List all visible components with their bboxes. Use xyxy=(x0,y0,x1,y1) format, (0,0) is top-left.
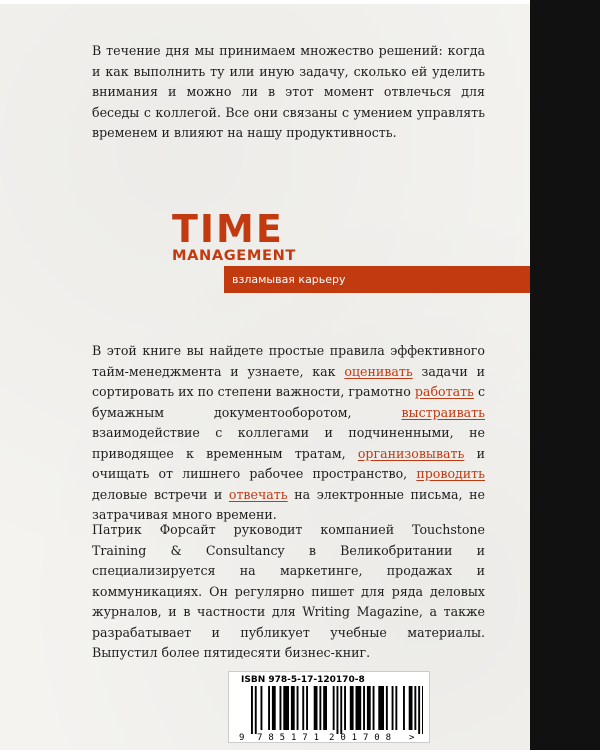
barcode-bar xyxy=(283,686,289,730)
barcode-bar xyxy=(395,686,397,730)
barcode-bar xyxy=(261,686,263,730)
barcode-bar xyxy=(363,686,365,730)
barcode-bar xyxy=(414,686,416,730)
highlight-reply: отвечать xyxy=(228,486,288,502)
intro-paragraph xyxy=(92,41,485,144)
isbn-label: ISBN 978-5-17-120170-8 xyxy=(241,675,365,685)
description-text-5: и очищать от лишнего рабочее пространство, xyxy=(92,445,485,481)
highlight-organize: организовывать xyxy=(357,445,465,461)
barcode-bar xyxy=(386,686,388,730)
logo-time: TIME xyxy=(172,207,284,251)
highlight-evaluate: оценивать xyxy=(344,363,413,379)
barcode-bar xyxy=(314,686,318,730)
highlight-conduct: проводить xyxy=(416,466,485,481)
intro-text: В течение дня мы принимаем множество решений: когда и как выполнить ту или иную задачу, сколько ей уделить внимания и можно ли в этот момент отвлечься для беседы с коллегой. Все они связаны с умением управлять временем и влияют на нашу продуктивность. xyxy=(92,43,485,140)
isbn-barcode-box xyxy=(228,671,430,743)
barcode-bar xyxy=(409,686,413,730)
highlight-work: работать xyxy=(414,384,474,399)
barcode-bar xyxy=(255,686,257,734)
barcode-bar xyxy=(422,686,423,734)
description-text-3: с бумажным документооборотом, xyxy=(92,384,485,420)
barcode-bar xyxy=(297,686,299,730)
barcode-bar xyxy=(392,686,394,730)
barcode-bar xyxy=(403,686,405,730)
barcode-bar xyxy=(323,686,327,730)
barcode-bar xyxy=(268,686,270,730)
barcode-bar xyxy=(367,686,371,730)
subtitle-text: взламывая карьеру xyxy=(232,273,346,286)
barcode-bars xyxy=(251,686,423,734)
barcode-bar xyxy=(272,686,276,730)
barcode-bar xyxy=(319,686,321,730)
barcode-bar xyxy=(306,686,308,730)
barcode-bar xyxy=(333,686,335,730)
barcode-bar xyxy=(280,686,282,730)
barcode-graphic xyxy=(237,686,423,742)
description-text-4: взаимодействие с коллегами и подчиненными, не приводящее к временным тратам, xyxy=(92,425,485,461)
barcode-bar xyxy=(291,686,295,730)
description-paragraph xyxy=(92,341,485,526)
author-paragraph xyxy=(92,520,485,664)
barcode-bar xyxy=(344,686,346,730)
barcode-digits-left: 785171 xyxy=(257,733,319,742)
barcode-bar xyxy=(337,686,339,734)
barcode-digits-right: 201708 xyxy=(329,733,391,742)
description-text-7: на электронные письма, не затрачивая много времени. xyxy=(92,486,485,522)
author-text: Патрик Форсайт руководит компанией Touchstone Training & Consultancy в Великобритании и специализируется на маркетинге, продажах и коммуникациях. Он регулярно пишет для ряда деловых журналов, и в частности для Writing Magazine, а также разрабатывает и публикует учебные материалы. Выпустил более пятидесяти бизнес-книг. xyxy=(92,522,485,660)
barcode-bar xyxy=(251,686,253,734)
highlight-build: выстраивать xyxy=(401,404,485,420)
black-spine-strip xyxy=(530,0,600,750)
barcode-bar xyxy=(302,686,304,730)
description-text-6: деловые встречи и xyxy=(92,486,229,502)
barcode-bar xyxy=(340,686,342,734)
top-edge xyxy=(0,0,600,4)
barcode-bar xyxy=(418,686,420,734)
barcode-digit-lead: 9 xyxy=(239,733,245,742)
description-text-2: задачи и сортировать их по степени важности, грамотно xyxy=(92,363,485,399)
barcode-bar xyxy=(373,686,375,730)
barcode-bar xyxy=(350,686,354,730)
barcode-bar xyxy=(378,686,384,730)
barcode-bar xyxy=(356,686,362,730)
barcode-quiet-mark: > xyxy=(409,733,415,742)
description-text-1: В этой книге вы найдете простые правила эффективного тайм-менеджмента и узнаете, как xyxy=(92,343,485,379)
subtitle-banner xyxy=(224,266,530,293)
logo-management: MANAGEMENT xyxy=(172,247,296,264)
